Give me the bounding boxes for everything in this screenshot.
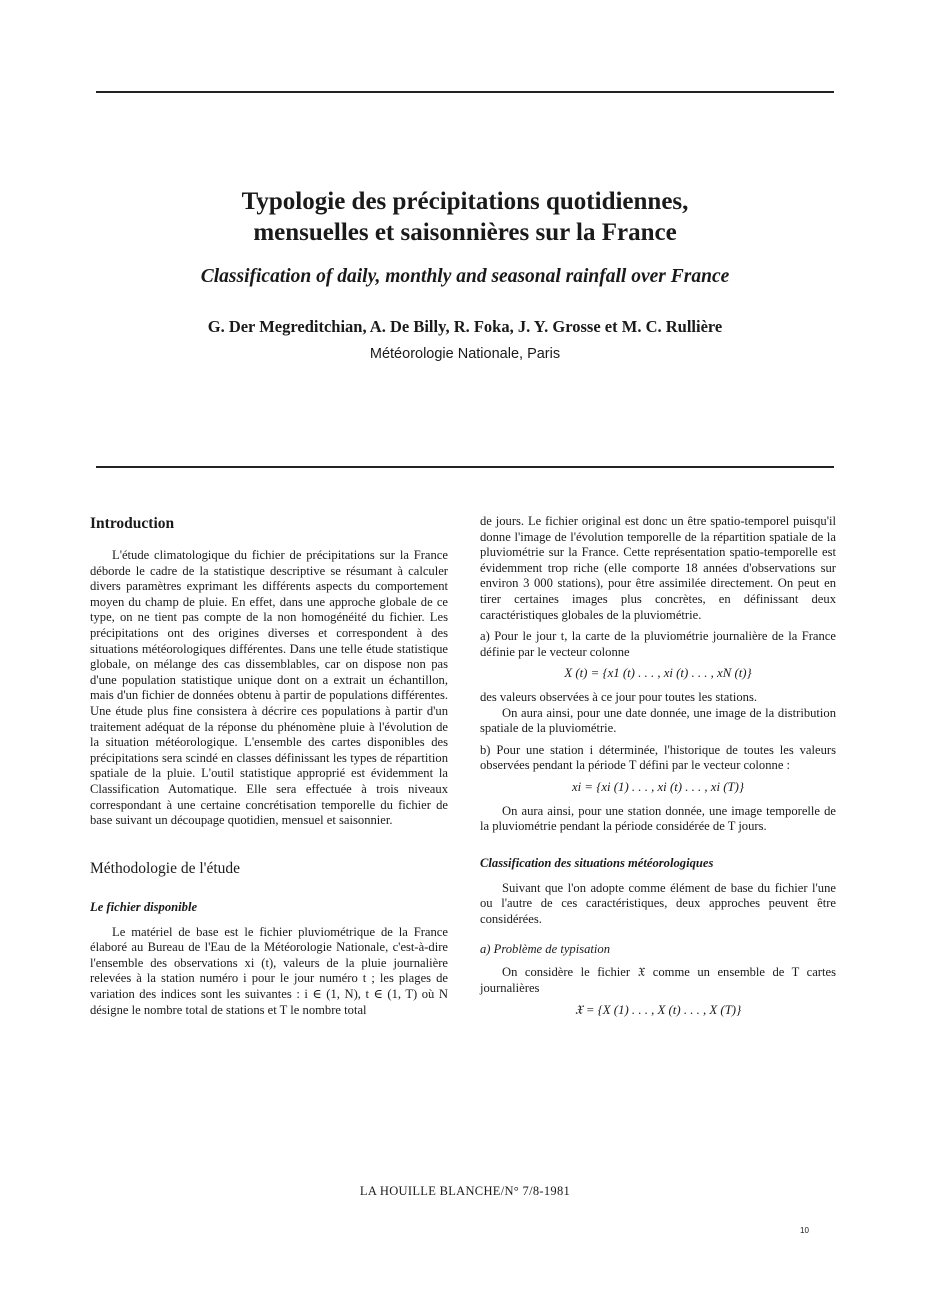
- item-a-conclusion: On aura ainsi, pour une date donnée, une image de la distribution spatiale de la pluviométrie.: [480, 705, 836, 736]
- methodology-heading: Méthodologie de l'étude: [90, 859, 241, 877]
- item-a-continuation: des valeurs observées à ce jour pour toutes les stations.: [480, 689, 757, 704]
- authors: G. Der Megreditchian, A. De Billy, R. Foka, J. Y. Grosse et M. C. Rullière: [207, 317, 723, 336]
- title-line-1: Typologie des précipitations quotidiennes,: [241, 188, 689, 215]
- item-b-paragraph: b) Pour une station i déterminée, l'historique de toutes les valeurs observées pendant la période T défini par le vecteur colonne :: [480, 742, 836, 773]
- header-bottom-rule: [96, 466, 834, 468]
- equation-x-t: X (t) = {x1 (t) . . . , xi (t) . . . , xN (t)}: [564, 666, 752, 681]
- typisation-paragraph: On considère le fichier 𝔛 comme un ensemble de T cartes journalières: [480, 965, 836, 996]
- classification-paragraph: Suivant que l'on adopte comme élément de base du fichier l'une ou l'autre de ces caractéristiques, deux approches peuvent être considérées.: [480, 880, 836, 926]
- introduction-paragraph: L'étude climatologique du fichier de précipitations sur la France déborde le cadre de la statistique descriptive se résumant à calculer divers paramètres exprimant les différents aspects du comportement moyen du champ de pluie. En effet, dans une approche globale de ce type, on ne tient pas compte de la non homogénéité du fichier. Les précipitations ont des origines diverses et correspondent à des situations météorologiques différentes. Dans une telle étude statistique globale, on mélange des cas dissemblables, car on dispose non pas d'une population statistique unique dont on a extrait un échantillon, mais d'un fichier de données obtenu à partir de populations différentes. Une étude plus fine consistera à décrire ces populations à partir d'un traitement adéquat de la réponse du phénomène pluie à l'évolution de la situation météorologique. L'ensemble des cartes disponibles des précipitations sera scindé en classes définissant les types de répartition spatiale de la pluie. L'outil statistique approprié est évidemment la Classification Automatique. Elle sera effectuée à trois niveaux correspondant à une certaine concrétisation temporelle du fichier de base suivant un découpage quotidien, mensuel et saisonnier.: [90, 548, 448, 828]
- equation-fichier: 𝔛 = {X (1) . . . , X (t) . . . , X (T)}: [574, 1002, 742, 1017]
- classification-heading: Classification des situations météorologiques: [480, 855, 714, 870]
- left-column: [90, 514, 448, 1018]
- typisation-heading: a) Problème de typisation: [480, 942, 610, 957]
- top-rule: [96, 91, 834, 93]
- equation-x-i: xi = {xi (1) . . . , xi (t) . . . , xi (T)}: [571, 779, 745, 794]
- affiliation: Météorologie Nationale, Paris: [369, 346, 561, 362]
- journal-footer: LA HOUILLE BLANCHE/N° 7/8-1981: [359, 1184, 571, 1198]
- fichier-paragraph: Le matériel de base est le fichier pluviométrique de la France élaboré au Bureau de l'Eau de la Météorologie Nationale, c'est-à-dire l'ensemble des observations xi (t), valeurs de la pluie journalière relevées à la station numéro i pour le jour numéro t ; les plages de variation des indices sont les suivantes : i ∈ (1, N), t ∈ (1, T) où N désigne le nombre total de stations et T le nombre total: [90, 924, 448, 1017]
- page-number: 10: [800, 1226, 809, 1235]
- title-line-2: mensuelles et saisonnières sur la France: [253, 219, 677, 246]
- fichier-heading: Le fichier disponible: [90, 899, 198, 914]
- article-subtitle: Classification of daily, monthly and seasonal rainfall over France: [200, 266, 730, 287]
- right-column: [480, 514, 836, 1026]
- item-b-conclusion: On aura ainsi, pour une station donnée, une image temporelle de la pluviométrie pendant la période considérée de T jours.: [480, 803, 836, 834]
- spatio-temporal-paragraph: de jours. Le fichier original est donc un être spatio-temporel puisqu'il donne l'image de l'évolution temporelle de la répartition spatiale de la pluviométrie sur la France. Cette représentation spatio-temporelle est évidemment trop riche (elle comporte 18 années d'observations sur environ 3 000 stations), pour être assimilée directement. On peut en tirer certaines images plus concrètes, en définissant deux caractéristiques globales de la pluviométrie.: [480, 514, 836, 622]
- item-a-paragraph: a) Pour le jour t, la carte de la pluviométrie journalière de la France définie par le vecteur colonne: [480, 629, 836, 659]
- article-title: [40, 186, 890, 248]
- introduction-heading: Introduction: [90, 515, 175, 532]
